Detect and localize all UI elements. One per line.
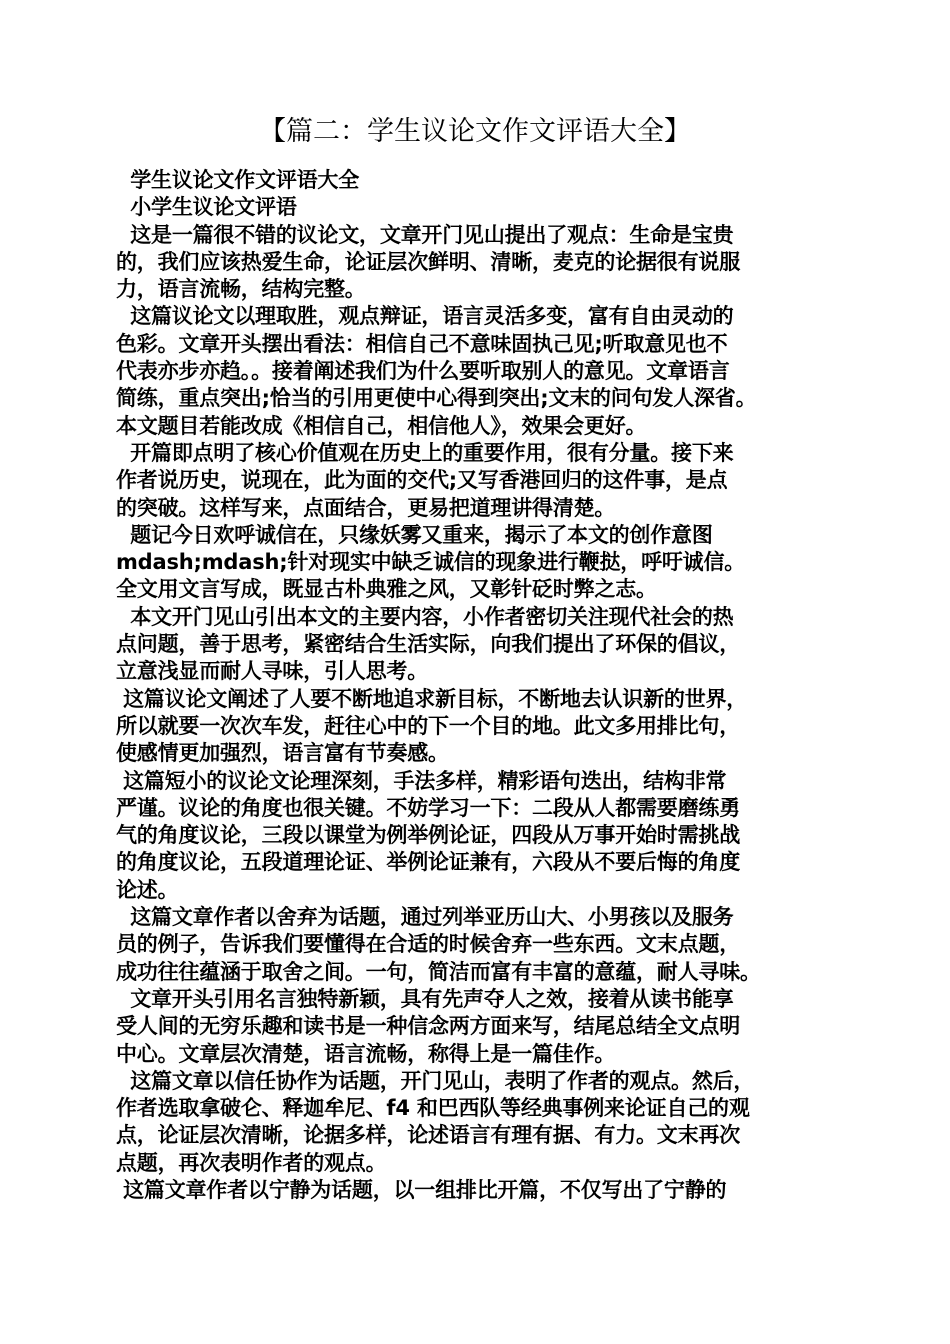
document-title: 【篇二：学生议论文作文评语大全】: [259, 116, 691, 147]
body-line: 小学生议论文评语: [116, 195, 297, 220]
body-line: 这是一篇很不错的议论文，文章开门见山提出了观点：生命是宝贵: [116, 222, 734, 247]
body-line: 这篇文章作者以宁静为话题，以一组排比开篇，不仅写出了宁静的: [116, 1177, 727, 1202]
body-line: 开篇即点明了核心价值观在历史上的重要作用，很有分量。接下来: [116, 440, 734, 465]
body-line: 点问题，善于思考，紧密结合生活实际，向我们提出了环保的倡议，: [116, 632, 740, 657]
body-line: 作者说历史，说现在，此为面的交代;又写香港回归的这件事，是点: [116, 468, 728, 493]
body-line: 的，我们应该热爱生命，论证层次鲜明、清晰，麦克的论据很有说服: [116, 249, 740, 274]
body-line: 题记今日欢呼诚信在，只缘妖雾又重来，揭示了本文的创作意图: [116, 522, 713, 547]
body-line: 本文开门见山引出本文的主要内容，小作者密切关注现代社会的热: [116, 604, 734, 629]
body-line: 力，语言流畅，结构完整。: [116, 277, 366, 302]
body-line: 论述。: [116, 877, 179, 902]
body-line: 这篇短小的议论文论理深刻，手法多样，精彩语句迭出，结构非常: [116, 768, 727, 793]
body-line: 中心。文章层次清楚，语言流畅，称得上是一篇佳作。: [116, 1041, 616, 1066]
body-line: 的角度议论，五段道理论证、举例论证兼有，六段从不要后悔的角度: [116, 850, 740, 875]
body-line: 全文用文言写成，既显古朴典雅之风，又彰针砭时弊之志。: [116, 577, 657, 602]
body-line: 点，论证层次清晰，论据多样，论述语言有理有据、有力。文末再次: [116, 1123, 740, 1148]
body-line: 本文题目若能改成《相信自己，相信他人》，效果会更好。: [116, 413, 647, 438]
body-line: 这篇议论文阐述了人要不断地追求新目标，不断地去认识新的世界，: [116, 686, 748, 711]
body-line: 的突破。这样写来，点面结合，更易把道理讲得清楚。: [116, 495, 616, 520]
body-line: mdash;mdash;针对现实中缺乏诚信的现象进行鞭挞，呼吁诚信。: [116, 550, 746, 575]
body-line: 所以就要一次次车发，赶往心中的下一个目的地。此文多用排比句，: [116, 713, 740, 738]
body-line: 受人间的无穷乐趣和读书是一种信念两方面来写，结尾总结全文点明: [116, 1014, 740, 1039]
body-line: 学生议论文作文评语大全: [116, 168, 360, 192]
body-line: 气的角度议论，三段以课堂为例举例论证，四段从万事开始时需挑战: [116, 823, 740, 848]
body-line: 严谨。议论的角度也很关键。不妨学习一下：二段从人都需要磨练勇: [116, 795, 740, 820]
body-line: 这篇文章以信任协作为话题，开门见山，表明了作者的观点。然后，: [116, 1068, 755, 1093]
body-line: 点题，再次表明作者的观点。: [116, 1150, 387, 1175]
body-line: 代表亦步亦趋。。接着阐述我们为什么要听取别人的意见。文章语言: [116, 359, 730, 384]
body-line: 员的例子，告诉我们要懂得在合适的时候舍弃一些东西。文末点题，: [116, 932, 740, 957]
body-line: 文章开头引用名言独特新颖，具有先声夺人之效，接着从读书能享: [116, 986, 734, 1011]
body-line: 色彩。文章开头摆出看法：相信自己不意味固执己见;听取意见也不: [116, 331, 728, 356]
body-line: 这篇议论文以理取胜，观点辩证，语言灵活多变，富有自由灵动的: [116, 304, 734, 329]
body-line: 作者选取拿破仑、释迦牟尼、f4 和巴西队等经典事例来论证自己的观: [116, 1096, 750, 1121]
body-line: 立意浅显而耐人寻味，引人思考。: [116, 659, 428, 684]
body-line: 这篇文章作者以舍弃为话题，通过列举亚历山大、小男孩以及服务: [116, 905, 734, 930]
body-line: 成功往往蕴涵于取舍之间。一句，简洁而富有丰富的意蕴，耐人寻味。: [116, 959, 761, 984]
document-body: [116, 167, 844, 1204]
body-line: 使感情更加强烈，语言富有节奏感。: [116, 741, 449, 766]
body-line: 简练，重点突出;恰当的引用更使中心得到突出;文末的问句发人深省。: [116, 386, 757, 411]
